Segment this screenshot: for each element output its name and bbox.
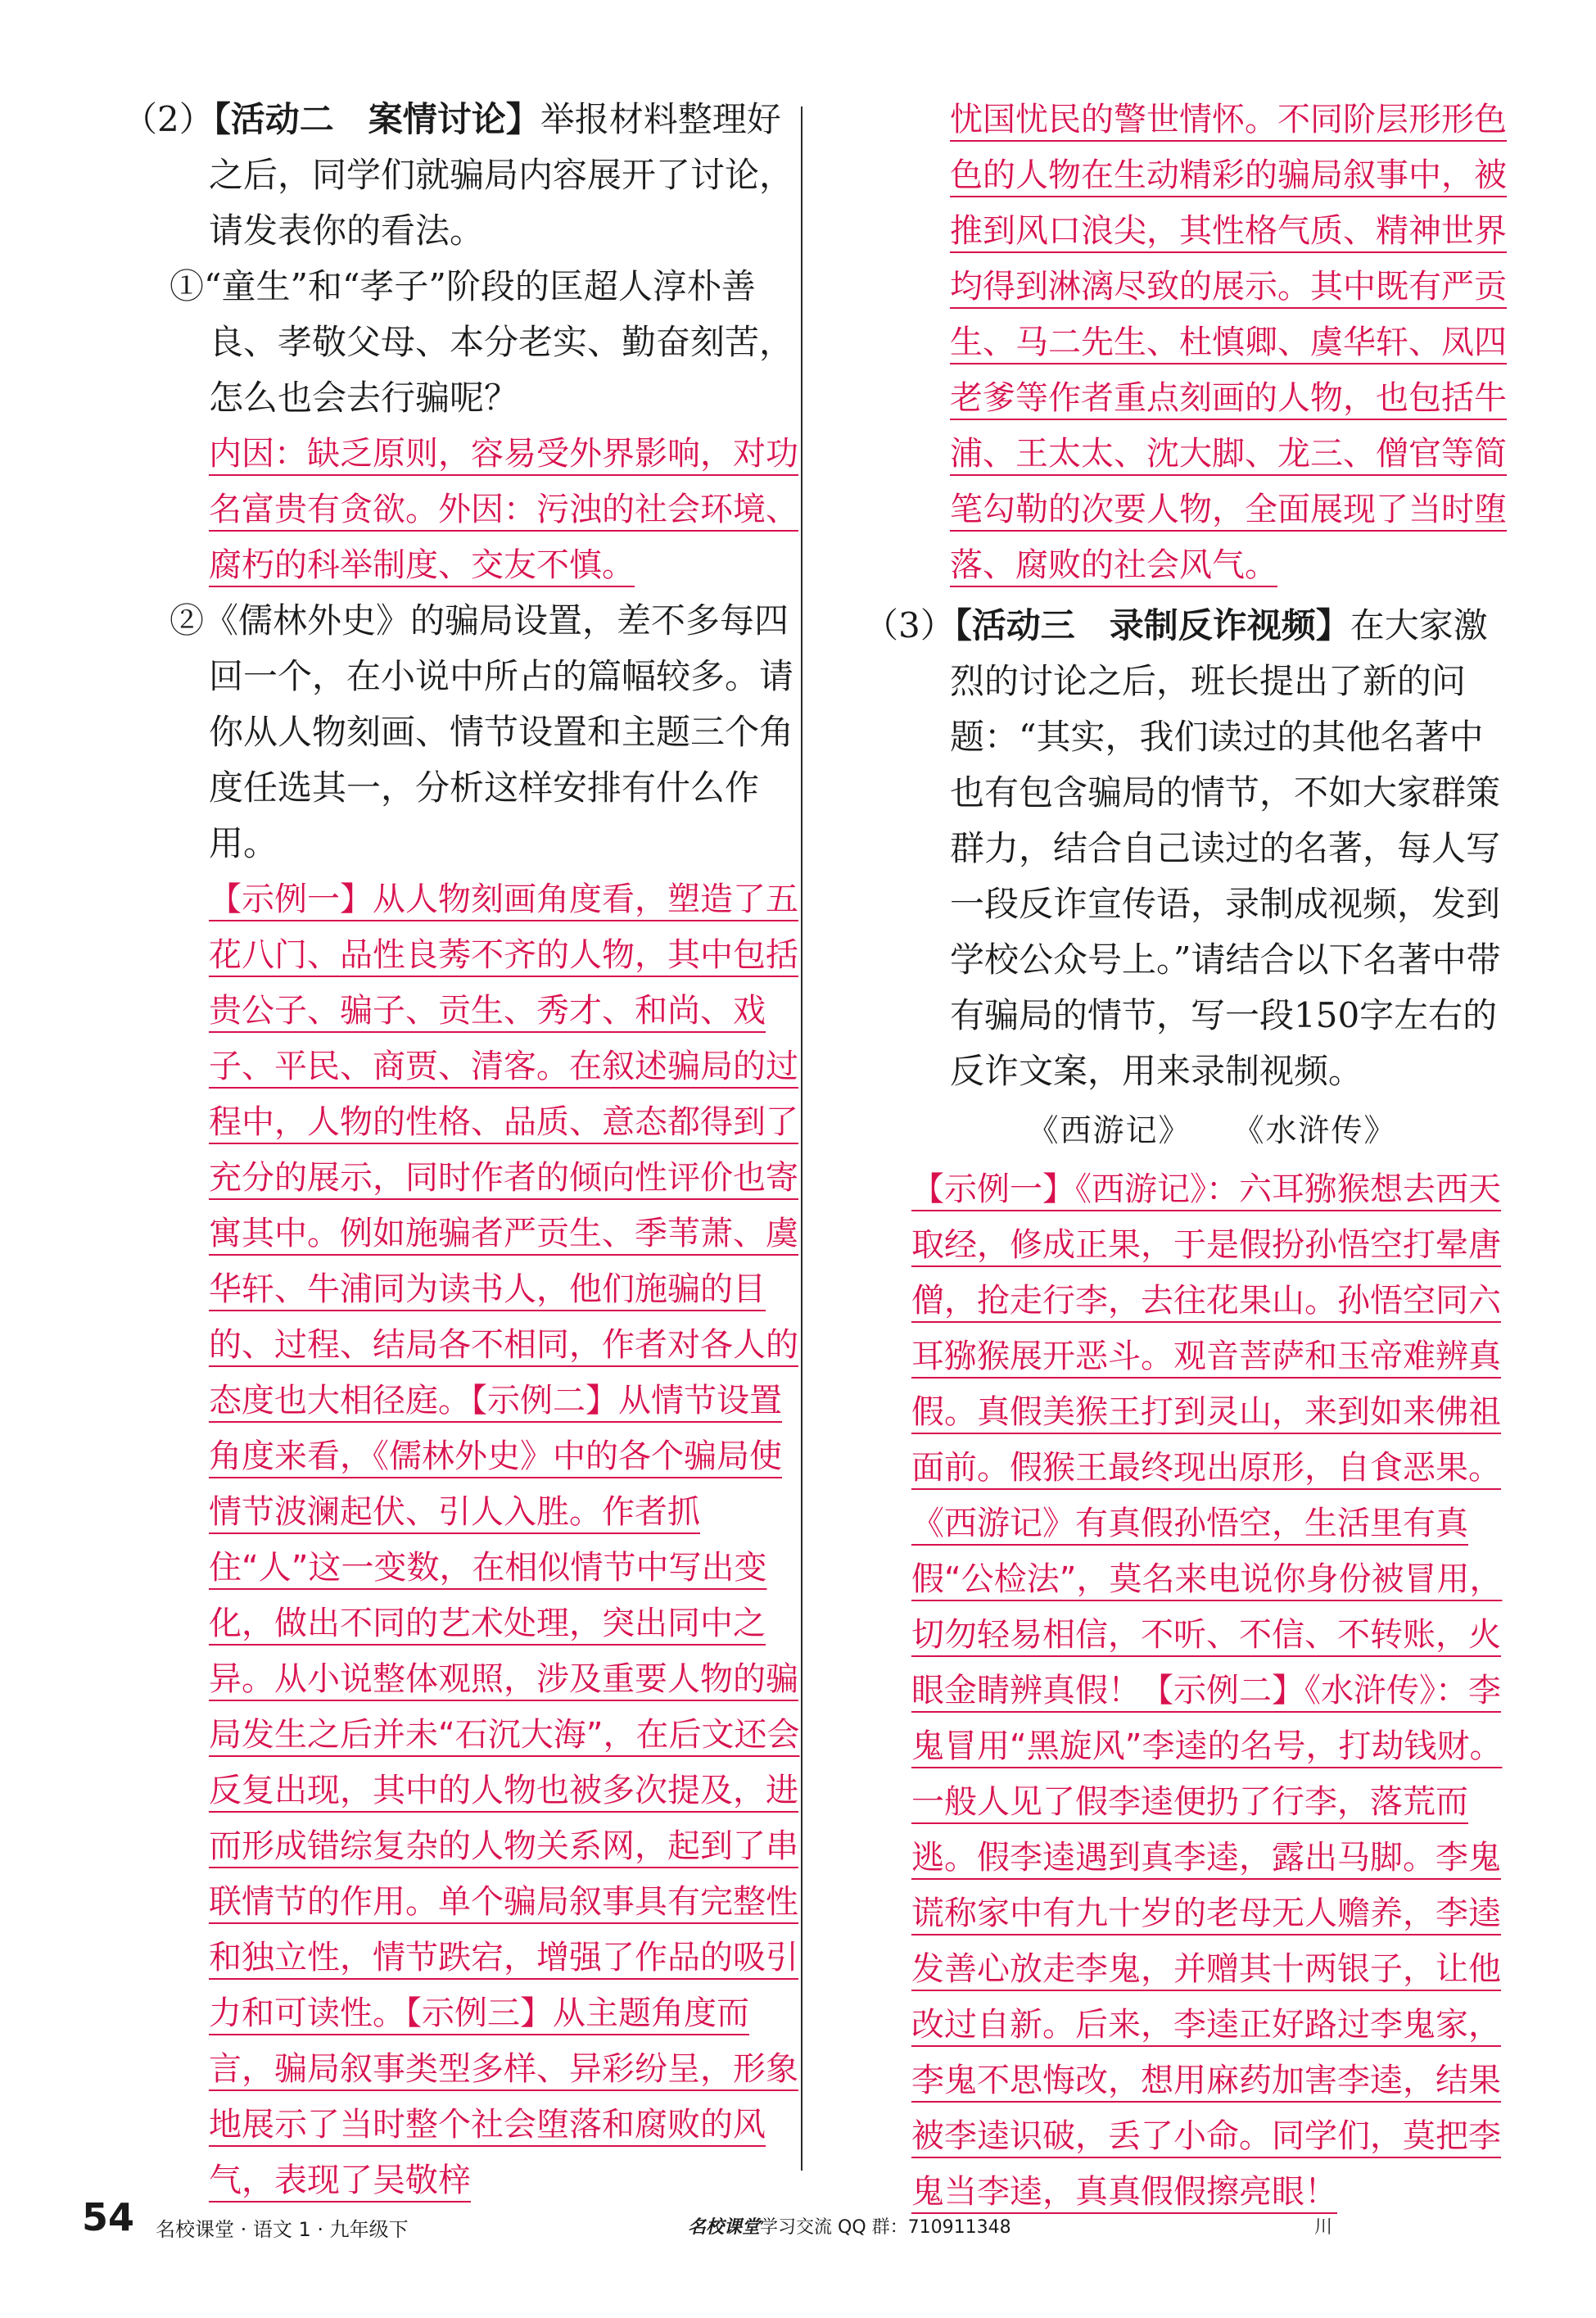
book-xiyouji: 《西游记》: [1027, 1112, 1191, 1148]
answer-3: 【示例一】《西游记》：六耳猕猴想去西天取经，修成正果，于是假扮孙悟空打晕唐僧，抢走行李，去往花果山。孙悟空同六耳猕猴展开恶斗。观音菩萨和玉帝难辨真假。真假美猴王打到灵山，来到如来佛祖面前。假猴王最终现出原形，自食恶果。《西游记》有真假孙悟空，生活里有真假“公检法”，莫名来电说你身份被冒用，切勿轻易相信，不听、不信、不转账，火眼金睛辨真假！【示例二】《水浒传》：李鬼冒用“黑旋风”李逵的名号，打劫钱财。一般人见了假李逵便扔了行李，落荒而逃。假李逵遇到真李逵，露出马脚。李鬼谎称家中有九十岁的老母无人赡养，李逵发善心放走李鬼，并赠其十两银子，让他改过自新。后来，李逵正好路过李鬼家，李鬼不思悔改，想用麻药加害李逵，结果被李逵识破，丢了小命。同学们，莫把李鬼当李逵，真真假假擦亮眼！: [911, 1170, 1503, 2211]
question-3-text: 在大家激烈的讨论之后，班长提出了新的问题：“其实，我们读过的其他名著中也有包含骗局的情节，不如大家群策群力，结合自己读过的名著，每人写一段反诈宣传语，录制成视频，发到学校公众号上。”请结合以下名著中带有骗局的情节，写一段150字左右的反诈文案，用来录制视频。: [950, 605, 1501, 1091]
column-divider: [801, 106, 803, 2171]
page-number: 54: [82, 2195, 135, 2239]
question-3-number: （3）: [864, 605, 955, 645]
activity-3-tag: 【活动三 录制反诈视频】: [954, 605, 1350, 645]
answer-2-continued: 忧国忧民的警世情怀。不同阶层形形色色的人物在生动精彩的骗局叙事中，被推到风口浪尖，其性格气质、精神世界均得到淋漓尽致的展示。其中既有严贡生、马二先生、杜慎卿、虞华轩、凤四老爹等作者重点刻画的人物，也包括牛浦、王太太、沈大脚、龙三、僧官等简笔勾勒的次要人物，全面展现了当时堕落、腐败的社会风气。: [950, 101, 1507, 584]
question-2: [123, 92, 803, 259]
right-column: [864, 92, 1511, 2220]
sub-question-1: ①“童生”和“孝子”阶段的匡超人淳朴善良、孝敬父母、本分老实、勤奋刻苦，怎么也会去行骗呢？: [170, 266, 794, 418]
book-shuihuzhuan: 《水浒传》: [1248, 1112, 1397, 1148]
question-3: [864, 598, 1511, 1099]
book-list: [864, 1102, 1511, 1158]
brand-logo: 名校课堂: [688, 2217, 761, 2238]
left-column: [123, 92, 803, 2208]
answer-1: 内因：缺乏原则，容易受外界影响，对功名富贵有贪欲。外因：污浊的社会环境、腐朽的科举制度、交友不慎。: [209, 435, 798, 584]
answer-2: 【示例一】从人物刻画角度看，塑造了五花八门、品性良莠不齐的人物，其中包括贵公子、骗子、贡生、秀才、和尚、戏子、平民、商贾、清客。在叙述骗局的过程中，人物的性格、品质、意态都得到了充分的展示，同时作者的倾向性评价也寄寓其中。例如施骗者严贡生、季苇萧、虞华轩、牛浦同为读书人，他们施骗的目的、过程、结局各不相同，作者对各人的态度也大相径庭。【示例二】从情节设置角度来看，《儒林外史》中的各个骗局使情节波澜起伏、引人入胜。作者抓住“人”这一变数，在相似情节中写出变化，做出不同的艺术处理，突出同中之异。从小说整体观照，涉及重要人物的骗局发生之后并未“石沉大海”，在后文还会反复出现，其中的人物也被多次提及，进而形成错综复杂的人物关系网，起到了串联情节的作用。单个骗局叙事具有完整性和独立性，情节跌宕，增强了作品的吸引力和可读性。【示例三】从主题角度而言，骗局叙事类型多样、异彩纷呈，形象地展示了当时整个社会堕落和腐败的风气，表现了吴敬梓: [209, 881, 800, 2199]
qq-group-info: [688, 2213, 1011, 2239]
publication-info: 名校课堂 · 语文 1 · 九年级下: [156, 2218, 409, 2241]
question-2-text: 举报材料整理好之后，同学们就骗局内容展开了讨论，请发表你的看法。: [209, 99, 794, 251]
region-mark: 川: [1314, 2217, 1333, 2238]
activity-2-tag: 【活动二 案情讨论】: [213, 99, 540, 139]
page-footer: [66, 2195, 1539, 2244]
qq-group-text: 学习交流 QQ 群：710911348: [760, 2217, 1011, 2238]
question-2-number: （2）: [123, 99, 214, 139]
sub-question-2: ②《儒林外史》的骗局设置，差不多每四回一个，在小说中所占的篇幅较多。请你从人物刻画、情节设置和主题三个角度任选其一，分析这样安排有什么作用。: [170, 600, 794, 863]
